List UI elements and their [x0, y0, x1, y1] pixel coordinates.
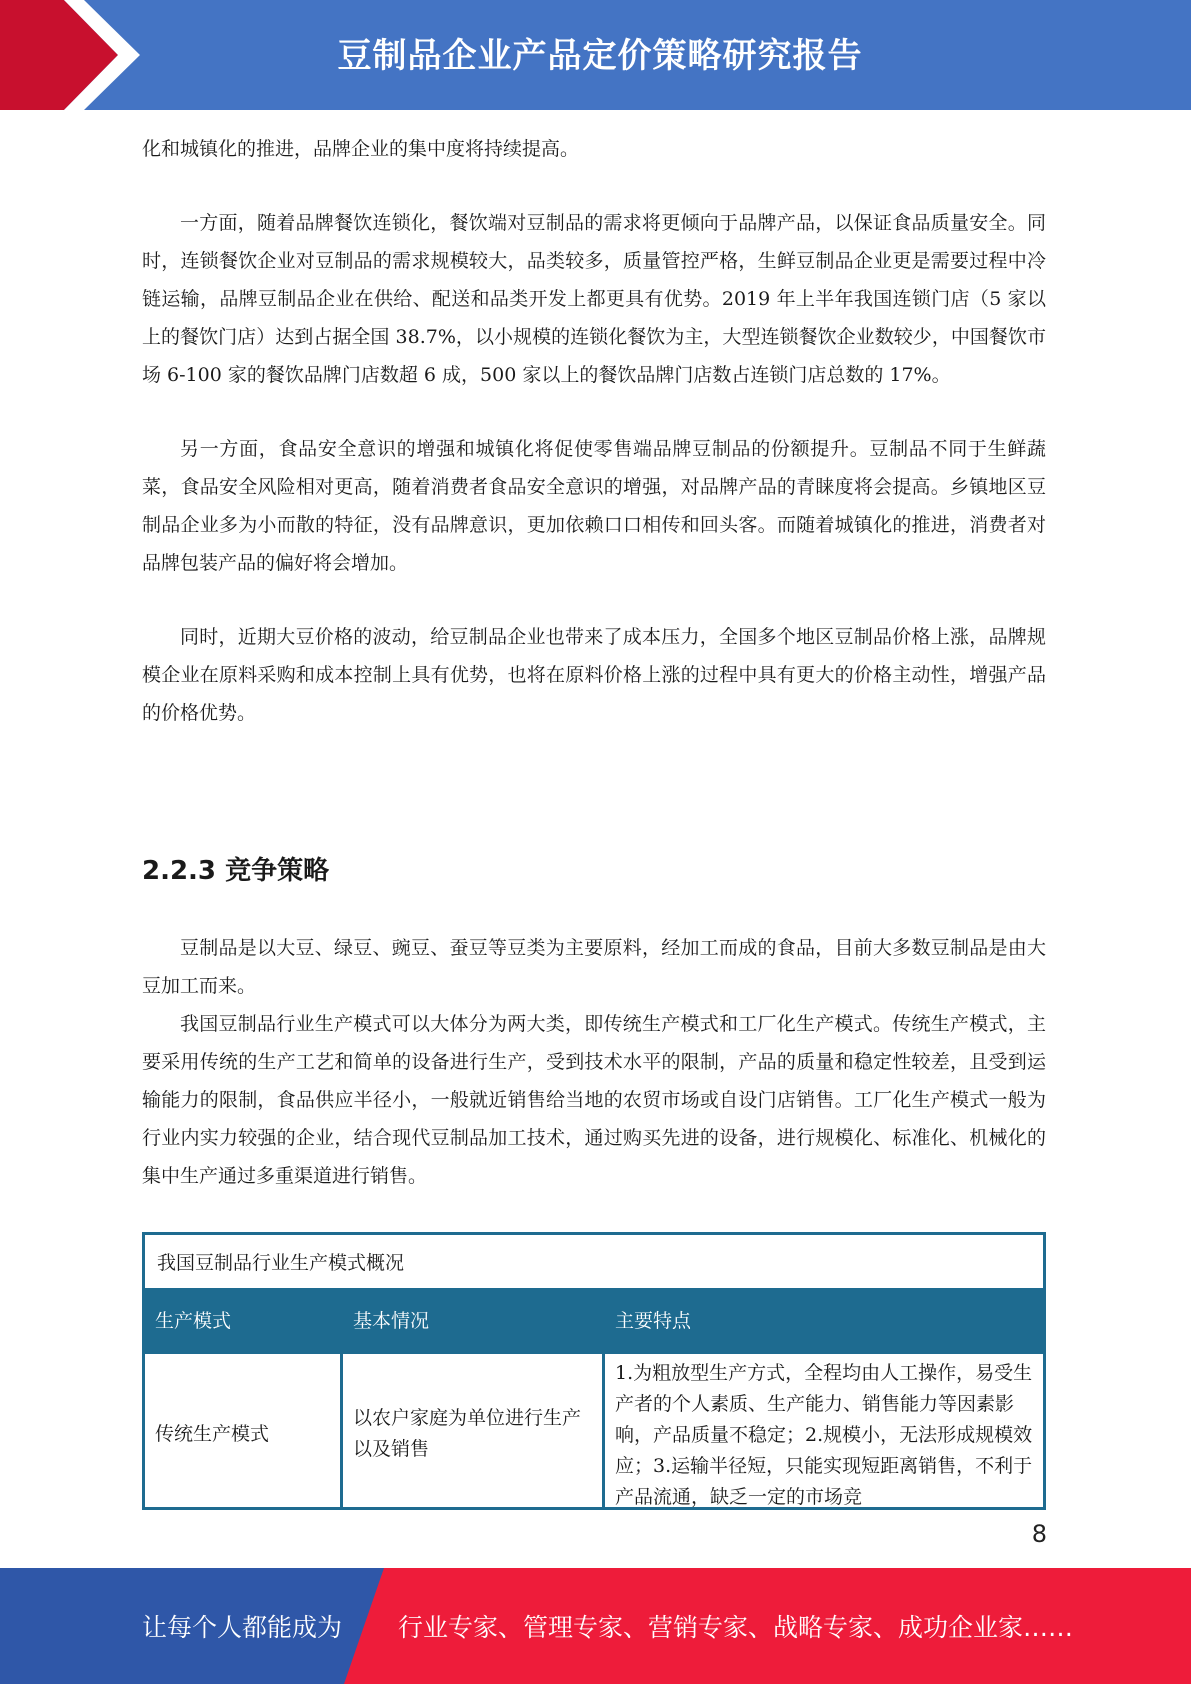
- column-header: 生产模式: [145, 1291, 343, 1351]
- table-row: [145, 1354, 1043, 1510]
- page-header: [0, 0, 1191, 110]
- document-title: 豆制品企业产品定价策略研究报告: [337, 36, 863, 76]
- paragraph: 我国豆制品行业生产模式可以大体分为两大类，即传统生产模式和工厂化生产模式。传统生产模式，主要采用传统的生产工艺和简单的设备进行生产，受到技术水平的限制，产品的质量和稳定性较差，且受到运输能力的限制，食品供应半径小，一般就近销售给当地的农贸市场或自设门店销售。工厂化生产模式一般为行业内实力较强的企业，结合现代豆制品加工技术，通过购买先进的设备，进行规模化、标准化、机械化的集中生产通过多重渠道进行销售。: [142, 1013, 1046, 1187]
- paragraph: 另一方面，食品安全意识的增强和城镇化将促使零售端品牌豆制品的份额提升。豆制品不同于生鲜蔬菜，食品安全风险相对更高，随着消费者食品安全意识的增强，对品牌产品的青睐度将会提高。乡镇地区豆制品企业多为小而散的特征，没有品牌意识，更加依赖口口相传和回头客。而随着城镇化的推进，消费者对品牌包装产品的偏好将会增加。: [142, 438, 1046, 574]
- column-header: 基本情况: [343, 1291, 605, 1351]
- production-mode-table: [142, 1232, 1046, 1510]
- table-header-row: [145, 1291, 1043, 1354]
- paragraph: 豆制品是以大豆、绿豆、豌豆、蚕豆等豆类为主要原料，经加工而成的食品，目前大多数豆制品是由大豆加工而来。: [142, 937, 1046, 997]
- table-cell: 1.为粗放型生产方式，全程均由人工操作，易受生产者的个人素质、生产能力、销售能力等因素影响，产品质量不稳定；2.规模小，无法形成规模效应；3.运输半径短，只能实现短距离销售，不利于产品流通，缺乏一定的市场竞: [615, 1362, 1033, 1508]
- column-header: 主要特点: [605, 1291, 1043, 1351]
- table-cell: 传统生产模式: [145, 1354, 343, 1510]
- document-body: [142, 130, 1046, 1195]
- footer-slogan-left: 让每个人都能成为: [142, 1613, 343, 1642]
- header-arrow-decoration: [0, 0, 150, 110]
- page-footer: [0, 1568, 1191, 1684]
- table-caption: 我国豆制品行业生产模式概况: [145, 1235, 1043, 1291]
- table-cell: 以农户家庭为单位进行生产以及销售: [343, 1354, 605, 1510]
- paragraph: 一方面，随着品牌餐饮连锁化，餐饮端对豆制品的需求将更倾向于品牌产品，以保证食品质量安全。同时，连锁餐饮企业对豆制品的需求规模较大，品类较多，质量管控严格，生鲜豆制品企业更是需要过程中冷链运输，品牌豆制品企业在供给、配送和品类开发上都更具有优势。2019 年上半年我国连锁门店（5 家以上的餐饮门店）达到占据全国 38.7%，以小规模的连锁化餐饮为主，大型连锁餐饮企业数较少，中国餐饮市场 6-100 家的餐饮品牌门店数超 6 成，500 家以上的餐饮品牌门店数占连锁门店总数的 17%。: [142, 212, 1046, 386]
- section-heading: 2.2.3 竞争策略: [142, 856, 330, 886]
- footer-slogan-right: 行业专家、管理专家、营销专家、战略专家、成功企业家……: [398, 1613, 1074, 1642]
- paragraph: 化和城镇化的推进，品牌企业的集中度将持续提高。: [142, 138, 580, 160]
- paragraph: 同时，近期大豆价格的波动，给豆制品企业也带来了成本压力，全国多个地区豆制品价格上涨，品牌规模企业在原料采购和成本控制上具有优势，也将在原料价格上涨的过程中具有更大的价格主动性，增强产品的价格优势。: [142, 626, 1046, 724]
- page-number: 8: [1031, 1520, 1047, 1548]
